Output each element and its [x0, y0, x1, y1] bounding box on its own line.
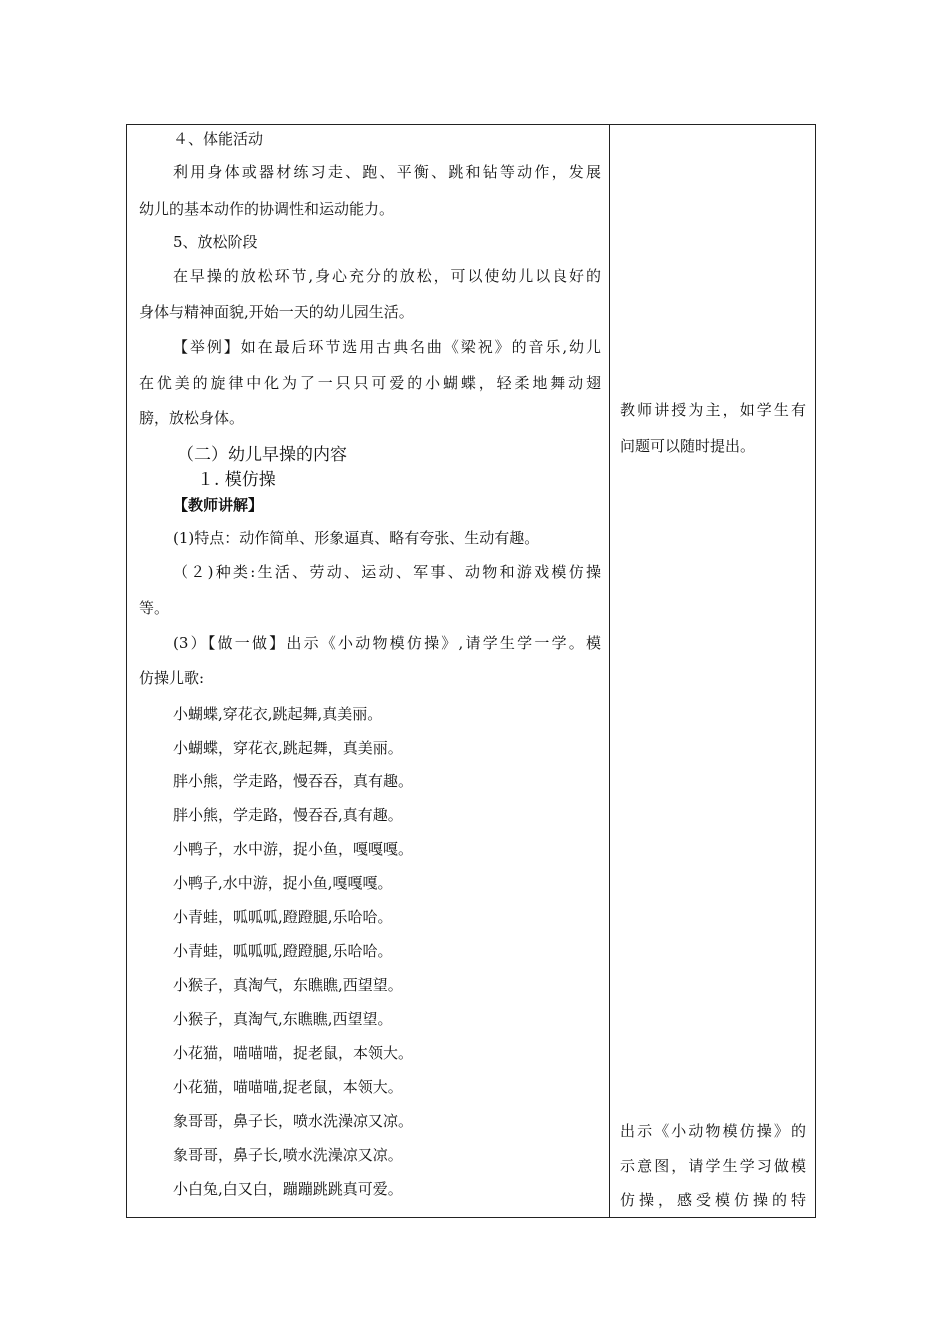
- paragraph-line: (3）【做一做】出示《小动物模仿操》,请学生学一学。模: [173, 634, 601, 652]
- rhyme-line: 小花猫，喵喵喵，捉老鼠，本领大。: [173, 1044, 414, 1062]
- rhyme-line: 胖小熊，学走路，慢吞吞，真有趣。: [173, 772, 414, 790]
- rhyme-line: 小青蛙，呱呱呱,蹬蹬腿,乐哈哈。: [173, 942, 393, 960]
- paragraph-line: 仿操儿歌:: [139, 669, 205, 687]
- remark-line: 仿操，感受模仿操的特: [620, 1191, 806, 1209]
- paragraph-line: 膀，放松身体。: [139, 409, 245, 427]
- paragraph-line: 在早操的放松环节,身心充分的放松，可以使幼儿以良好的: [173, 267, 601, 285]
- remark-line: 出示《小动物模仿操》的: [620, 1122, 806, 1140]
- section-heading: （二）幼儿早操的内容: [177, 445, 347, 465]
- remark-line: 教师讲授为主，如学生有: [620, 401, 806, 419]
- rhyme-line: 象哥哥，鼻子长,喷水洗澡凉又凉。: [173, 1146, 403, 1164]
- rhyme-line: 小猴子，真淘气，东瞧瞧,西望望。: [173, 976, 403, 994]
- rhyme-line: 小鸭子，水中游，捉小鱼，嘎嘎嘎。: [173, 840, 414, 858]
- remark-line: 示意图，请学生学习做模: [620, 1157, 806, 1175]
- paragraph-line: 在优美的旋律中化为了一只只可爱的小蝴蝶，轻柔地舞动翅: [139, 374, 601, 392]
- paragraph-line: (1)特点：动作简单、形象逼真、略有夸张、生动有趣。: [173, 529, 540, 547]
- rhyme-line: 象哥哥，鼻子长，喷水洗澡凉又凉。: [173, 1112, 414, 1130]
- rhyme-line: 小蝴蝶，穿花衣,跳起舞，真美丽。: [173, 739, 403, 757]
- column-divider: [609, 125, 610, 1217]
- rhyme-line: 小鸭子,水中游，捉小鱼,嘎嘎嘎。: [173, 874, 393, 892]
- teacher-explain-label: 【教师讲解】: [173, 496, 264, 514]
- rhyme-line: 胖小熊，学走路，慢吞吞,真有趣。: [173, 806, 403, 824]
- lesson-table: [126, 124, 816, 1218]
- paragraph-line: 身体与精神面貌,开始一天的幼儿园生活。: [139, 303, 414, 321]
- paragraph-line: 等。: [139, 599, 170, 617]
- paragraph-line: （２)种类:生活、劳动、运动、军事、动物和游戏模仿操: [173, 563, 601, 581]
- rhyme-line: 小青蛙，呱呱呱,蹬蹬腿,乐哈哈。: [173, 908, 393, 926]
- heading-physical-activity: ４、体能活动: [173, 130, 264, 148]
- paragraph-line: 幼儿的基本动作的协调性和运动能力。: [139, 200, 395, 218]
- heading-relax-stage: 5、放松阶段: [173, 233, 258, 251]
- rhyme-line: 小蝴蝶,穿花衣,跳起舞,真美丽。: [173, 705, 383, 723]
- rhyme-line: 小猴子，真淘气,东瞧瞧,西望望。: [173, 1010, 393, 1028]
- rhyme-line: 小花猫，喵喵喵,捉老鼠，本领大。: [173, 1078, 403, 1096]
- remark-line: 问题可以随时提出。: [620, 437, 756, 455]
- paragraph-line: 【举例】如在最后环节选用古典名曲《梁祝》的音乐,幼儿: [173, 338, 601, 356]
- rhyme-line: 小白兔,白又白，蹦蹦跳跳真可爱。: [173, 1180, 403, 1198]
- subsection-heading: １. 模仿操: [197, 470, 276, 490]
- paragraph-line: 利用身体或器材练习走、跑、平衡、跳和钻等动作，发展: [173, 163, 601, 181]
